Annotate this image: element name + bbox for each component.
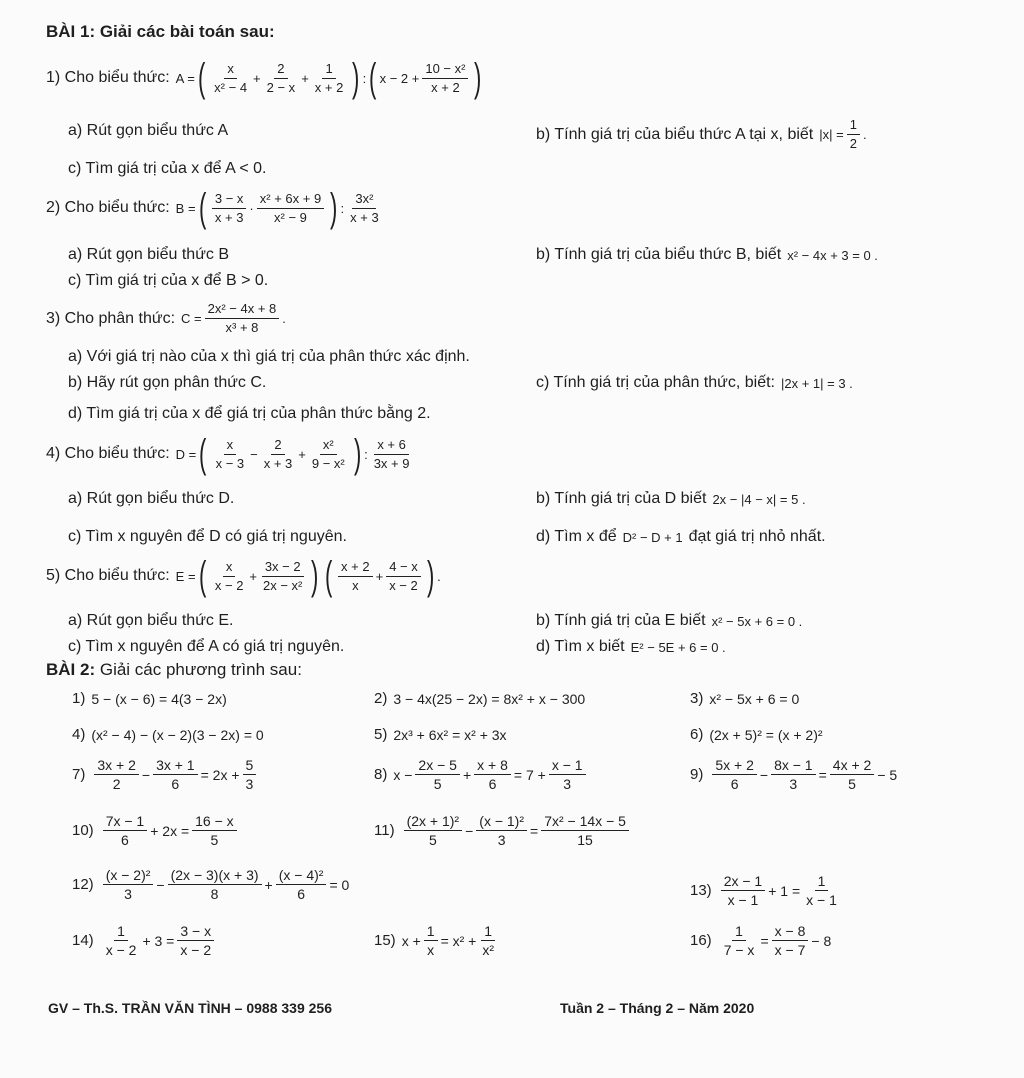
operator: = <box>530 822 539 839</box>
numerator: 8x − 1 <box>771 758 816 775</box>
equation-2 <box>374 690 585 707</box>
operator: = 2x + <box>200 766 240 783</box>
numerator: 2 <box>271 438 284 455</box>
fraction <box>103 814 148 847</box>
fraction <box>192 814 237 847</box>
equation-6 <box>690 726 823 743</box>
p3-part-d: d) Tìm giá trị của x để giá trị của phân thức bằng 2. <box>68 405 431 422</box>
p1-part-b-text: b) Tính giá trị của biểu thức A tại x, biết <box>536 125 814 143</box>
equation-text: 2x³ + 6x² = x² + 3x <box>393 726 507 743</box>
p4-part-d <box>536 528 826 546</box>
p2-part-b-text: b) Tính giá trị của biểu thức B, biết <box>536 246 782 263</box>
numerator: 1 <box>481 924 495 941</box>
right-paren: ) <box>474 56 482 100</box>
left-paren: ( <box>198 554 206 598</box>
numerator: x − 8 <box>772 924 809 941</box>
denominator: 3 <box>563 776 572 792</box>
period: . <box>282 311 286 326</box>
p2-part-b-math: x² − 4x + 3 = 0 . <box>787 247 878 263</box>
left-paren: ( <box>198 186 206 230</box>
equation-text: x² − 5x + 6 = 0 <box>709 690 800 707</box>
numerator: x² <box>320 438 337 455</box>
numerator: 2x − 1 <box>721 874 766 891</box>
fraction <box>415 758 460 791</box>
denominator: 3x + 9 <box>373 455 410 471</box>
denominator: x² − 4 <box>214 79 248 95</box>
equation-7 <box>72 758 259 791</box>
operator: x − <box>393 766 413 783</box>
expression-e: E = ( $\frac{x}{x - 2}$ + $\frac{3x - 2}{\text{2x − x²}}$ ) ( $\frac{x + 2}{x}$ + $\frac{4 - x}{x - 2}$ ) . <box>175 554 441 598</box>
bai2-title <box>46 660 302 680</box>
numerator: 3 − x <box>212 192 247 209</box>
equation-16 <box>690 924 831 957</box>
p3-part-a: a) Với giá trị nào của x thì giá trị của phân thức xác định. <box>68 348 470 365</box>
denominator: x² − 9 <box>274 209 307 225</box>
left-paren: ( <box>199 432 207 476</box>
footer-author: GV – Th.S. TRẦN VĂN TÌNH – 0988 339 256 <box>48 1000 332 1016</box>
problem-1-intro: 1) Cho biểu thức: <box>46 69 170 86</box>
fraction <box>211 62 250 95</box>
left-paren: ( <box>324 554 333 598</box>
bai2-title-label: BÀI 2: <box>46 660 96 679</box>
fraction <box>721 924 758 957</box>
p5-part-d <box>536 638 726 656</box>
p4-part-d-text: d) Tìm x để <box>536 528 617 545</box>
p5-part-b <box>536 612 802 630</box>
equation-index: 14) <box>72 932 94 949</box>
expr-lhs: B = <box>175 200 196 216</box>
operator: − <box>465 822 474 839</box>
denominator: 5 <box>433 776 442 792</box>
numerator: (x − 2)² <box>103 868 154 885</box>
right-paren: ) <box>311 554 319 598</box>
expression-c <box>181 302 286 335</box>
fraction <box>803 874 840 907</box>
operator: = 7 + <box>513 766 546 783</box>
p3-part-c-text: c) Tính giá trị của phân thức, biết: <box>536 374 775 391</box>
p4-part-d-end: đạt giá trị nhỏ nhất. <box>688 528 826 545</box>
problem-5-statement <box>46 556 441 596</box>
equation-index: 11) <box>374 822 395 839</box>
operator: x + <box>401 932 421 949</box>
equation-index: 2) <box>374 690 388 707</box>
equation-index: 10) <box>72 822 94 839</box>
expr-lhs: A = <box>175 70 195 86</box>
numerator: 1 <box>322 62 335 79</box>
numerator: x <box>223 560 236 577</box>
fraction <box>103 924 140 957</box>
fraction <box>830 758 875 791</box>
fraction <box>243 758 257 791</box>
problem-2-intro: 2) Cho biểu thức: <box>46 199 170 216</box>
operator: = <box>760 932 769 949</box>
equation-index: 1) <box>72 690 86 707</box>
expr-lhs: E = <box>175 568 196 584</box>
numerator: 1 <box>815 874 829 891</box>
numerator: 2x − 5 <box>415 758 460 775</box>
denominator: 2 <box>849 136 857 151</box>
denominator: 3 <box>789 776 798 792</box>
equation-index: 13) <box>690 882 712 899</box>
equation-8 <box>374 758 589 791</box>
numerator: (x − 1)² <box>476 814 527 831</box>
numerator: 5x + 2 <box>712 758 757 775</box>
denominator: x − 7 <box>774 942 806 958</box>
equation-index: 8) <box>374 766 388 783</box>
p4-part-b-text: b) Tính giá trị của D biết <box>536 490 707 507</box>
operator: + <box>462 766 472 783</box>
bai2-title-text: Giải các phương trình sau: <box>95 660 302 679</box>
p2-part-a: a) Rút gọn biểu thức B <box>68 246 230 263</box>
denominator: x + 3 <box>263 455 293 471</box>
fraction <box>847 118 860 151</box>
denominator: 5 <box>848 776 856 792</box>
fraction <box>404 814 463 847</box>
equation-index: 5) <box>374 726 388 743</box>
numerator: 4x + 2 <box>830 758 875 775</box>
p4-part-b-math: 2x − |4 − x| = 5 . <box>712 491 806 507</box>
denominator: x² <box>482 942 495 958</box>
numerator: (x − 4)² <box>276 868 327 885</box>
denominator: 6 <box>121 832 129 848</box>
numerator: 1 <box>732 924 746 941</box>
fraction <box>549 758 586 791</box>
denominator: x <box>427 942 435 958</box>
period: . <box>862 127 867 142</box>
denominator: 3 <box>497 832 506 848</box>
fraction <box>94 758 139 791</box>
denominator: x + 3 <box>214 209 244 225</box>
p3-part-b: b) Hãy rút gọn phân thức C. <box>68 374 267 391</box>
fraction <box>338 560 373 593</box>
equation-text: (x² − 4) − (x − 2)(3 − 2x) = 0 <box>91 726 264 743</box>
operator: = x² + <box>440 932 477 949</box>
denominator: 2 <box>112 776 121 792</box>
denominator: 6 <box>171 776 180 792</box>
equation-index: 7) <box>72 766 86 783</box>
problem-5-intro: 5) Cho biểu thức: <box>46 567 170 584</box>
fraction <box>474 758 511 791</box>
operator: + <box>264 876 273 893</box>
p1-part-b <box>536 118 867 151</box>
fraction <box>479 924 497 957</box>
p1-part-a: a) Rút gọn biểu thức A <box>68 122 229 139</box>
numerator: x <box>224 438 237 455</box>
fraction <box>103 868 154 901</box>
problem-3-intro: 3) Cho phân thức: <box>46 309 176 327</box>
p4-part-b <box>536 490 806 508</box>
denominator: 9 − x² <box>311 455 345 471</box>
denominator: 6 <box>297 886 305 902</box>
operator: − <box>156 876 165 893</box>
problem-4-intro: 4) Cho biểu thức: <box>46 445 170 462</box>
equation-index: 12) <box>72 876 94 893</box>
p4-part-c: c) Tìm x nguyên để D có giá trị nguyên. <box>68 528 347 545</box>
p5-part-d-math: E² − 5E + 6 = 0 . <box>630 639 726 655</box>
equation-index: 4) <box>72 726 86 743</box>
footer-date: Tuần 2 – Tháng 2 – Năm 2020 <box>560 1000 755 1016</box>
p4-part-d-math: D² − D + 1 <box>622 529 683 545</box>
equation-10 <box>72 814 240 847</box>
numerator: 3 − x <box>177 924 214 941</box>
numerator: 2x² − 4x + 8 <box>205 302 280 319</box>
fraction <box>386 560 421 593</box>
fraction <box>257 192 324 225</box>
denominator: x + 2 <box>314 79 344 95</box>
numerator: (2x − 3)(x + 3) <box>168 868 262 885</box>
expr-lhs: D = <box>175 446 197 462</box>
numerator: (2x + 1)² <box>404 814 463 831</box>
denominator: 6 <box>730 776 739 792</box>
numerator: x² + 6x + 9 <box>257 192 324 209</box>
fraction <box>541 814 629 847</box>
equation-9 <box>690 758 897 791</box>
equation-4 <box>72 726 264 743</box>
expr-lhs: C = <box>181 311 202 326</box>
denominator: 3 <box>124 886 132 902</box>
equation-text: 5 − (x − 6) = 4(3 − 2x) <box>91 690 227 707</box>
numerator: 7x − 1 <box>103 814 148 831</box>
equation-index: 6) <box>690 726 704 743</box>
denominator: x + 2 <box>431 79 460 95</box>
numerator: 3x² <box>352 192 376 209</box>
denominator: x − 1 <box>727 892 759 908</box>
numerator: x <box>224 62 237 79</box>
denominator: x + 3 <box>350 209 379 225</box>
numerator: 1 <box>424 924 438 941</box>
period: . <box>437 568 441 584</box>
fraction <box>153 758 198 791</box>
numerator: 1 <box>847 118 860 135</box>
equation-1 <box>72 690 227 707</box>
equation-index: 9) <box>690 766 704 783</box>
fraction <box>276 868 327 901</box>
fraction <box>260 560 305 593</box>
numerator: 16 − x <box>192 814 237 831</box>
numerator: x + 2 <box>338 560 373 577</box>
denominator: 2 − x <box>266 79 296 95</box>
fraction <box>177 924 214 957</box>
numerator: 1 <box>114 924 128 941</box>
fraction <box>309 438 348 471</box>
equation-index: 3) <box>690 690 704 707</box>
denominator: x − 2 <box>180 942 212 958</box>
expression-a: A = ( $\frac{x}{\text{x² − 4}}$ + $\frac{2}{2 - x}$ + $\frac{1}{x + 2}$ ) : ( x − 2 + $\frac{\text{10 − x²}}{x + 2}$ ) <box>175 56 482 100</box>
denominator: 2x − x² <box>263 577 303 593</box>
fraction <box>347 192 382 225</box>
equation-5 <box>374 726 507 743</box>
operator: − <box>759 766 769 783</box>
fraction <box>212 192 247 225</box>
denominator: 5 <box>428 832 437 848</box>
numerator: 4 − x <box>386 560 421 577</box>
numerator: 5 <box>243 758 257 775</box>
equation-12 <box>72 868 349 901</box>
p3-part-c-math: |2x + 1| = 3 . <box>780 375 853 391</box>
fraction <box>712 758 757 791</box>
operator: + 2x = <box>150 822 190 839</box>
equation-15 <box>374 924 500 957</box>
denominator: 6 <box>488 776 497 792</box>
fraction <box>424 924 438 957</box>
problem-3-statement <box>46 302 286 335</box>
denominator: 5 <box>210 832 219 848</box>
denominator: x − 2 <box>389 577 418 593</box>
equation-index: 16) <box>690 932 712 949</box>
denominator: x³ + 8 <box>225 320 259 335</box>
fraction <box>168 868 262 901</box>
bai1-title: BÀI 1: Giải các bài toán sau: <box>46 22 275 41</box>
operator: − <box>141 766 151 783</box>
equation-14 <box>72 924 217 957</box>
fraction <box>205 302 280 335</box>
denominator: 7 − x <box>723 942 755 958</box>
operator: − 8 <box>811 932 832 949</box>
fraction <box>213 438 248 471</box>
right-paren: ) <box>353 432 362 476</box>
p1-part-b-math <box>819 118 866 151</box>
term: x − 2 + <box>379 70 420 86</box>
numerator: 3x + 1 <box>153 758 198 775</box>
fraction <box>721 874 766 907</box>
denominator: x − 2 <box>105 942 137 958</box>
numerator: 3x − 2 <box>262 560 304 577</box>
p5-part-b-text: b) Tính giá trị của E biết <box>536 612 706 629</box>
denominator: x <box>352 577 359 593</box>
fraction <box>264 62 299 95</box>
divide-sign: : <box>362 70 367 86</box>
numerator: 2 <box>274 62 287 79</box>
p2-part-c: c) Tìm giá trị của x để B > 0. <box>68 272 269 289</box>
abs-x: |x| = <box>819 127 844 142</box>
denominator: x − 1 <box>806 892 837 908</box>
problem-2-statement <box>46 188 385 228</box>
operator: + 3 = <box>142 932 175 949</box>
p2-part-b <box>536 246 878 264</box>
fraction <box>476 814 527 847</box>
denominator: 8 <box>210 886 219 902</box>
p5-part-c: c) Tìm x nguyên để A có giá trị nguyên. <box>68 638 345 655</box>
fraction <box>312 62 347 95</box>
p3-part-c <box>536 374 853 392</box>
denominator: x − 3 <box>215 455 245 471</box>
right-paren: ) <box>330 186 338 230</box>
denominator: 15 <box>577 832 593 848</box>
denominator: x − 2 <box>214 577 244 593</box>
operator: = 0 <box>329 876 350 893</box>
fraction <box>771 758 816 791</box>
p5-part-b-math: x² − 5x + 6 = 0 . <box>711 613 803 629</box>
equation-text: (2x + 5)² = (x + 2)² <box>709 726 823 743</box>
equation-3 <box>690 690 799 707</box>
problem-4-statement <box>46 434 415 474</box>
p4-part-a: a) Rút gọn biểu thức D. <box>68 490 235 507</box>
equation-index: 15) <box>374 932 396 949</box>
operator: = <box>818 766 827 783</box>
p5-part-a: a) Rút gọn biểu thức E. <box>68 612 234 629</box>
p5-part-d-text: d) Tìm x biết <box>536 638 625 655</box>
p1-part-c: c) Tìm giá trị của x để A < 0. <box>68 160 267 177</box>
numerator: x − 1 <box>549 758 586 775</box>
left-paren: ( <box>369 56 377 100</box>
fraction <box>261 438 296 471</box>
numerator: x + 8 <box>474 758 511 775</box>
operator: − 5 <box>877 766 898 783</box>
problem-1-statement <box>46 58 485 98</box>
fraction <box>371 438 413 471</box>
left-paren: ( <box>197 56 206 100</box>
equation-13 <box>690 874 843 907</box>
numerator: 3x + 2 <box>94 758 139 775</box>
expression-d: D = ( $\frac{x}{x - 3}$ − $\frac{2}{x + 3}$ + $\frac{\text{x²}}{\text{9 − x²}}$ ) : $\frac{x + 6}{3x + 9}$ <box>176 434 416 474</box>
right-paren: ) <box>426 554 435 598</box>
numerator: 10 − x² <box>422 62 468 79</box>
operator: + 1 = <box>768 882 801 899</box>
expression-b: B = ( $\frac{3 - x}{x + 3}$ · $\frac{\text{x² + 6x + 9}}{\text{x² − 9}}$ ) : $\frac{\text{3x²}}{x + 3}$ <box>176 188 385 228</box>
numerator: 7x² − 14x − 5 <box>541 814 629 831</box>
right-paren: ) <box>352 56 360 100</box>
fraction <box>772 924 809 957</box>
equation-11 <box>374 814 632 847</box>
equation-text: 3 − 4x(25 − 2x) = 8x² + x − 300 <box>393 690 586 707</box>
fraction <box>212 560 247 593</box>
numerator: x + 6 <box>374 438 409 455</box>
fraction <box>422 62 468 95</box>
denominator: 3 <box>245 776 254 792</box>
